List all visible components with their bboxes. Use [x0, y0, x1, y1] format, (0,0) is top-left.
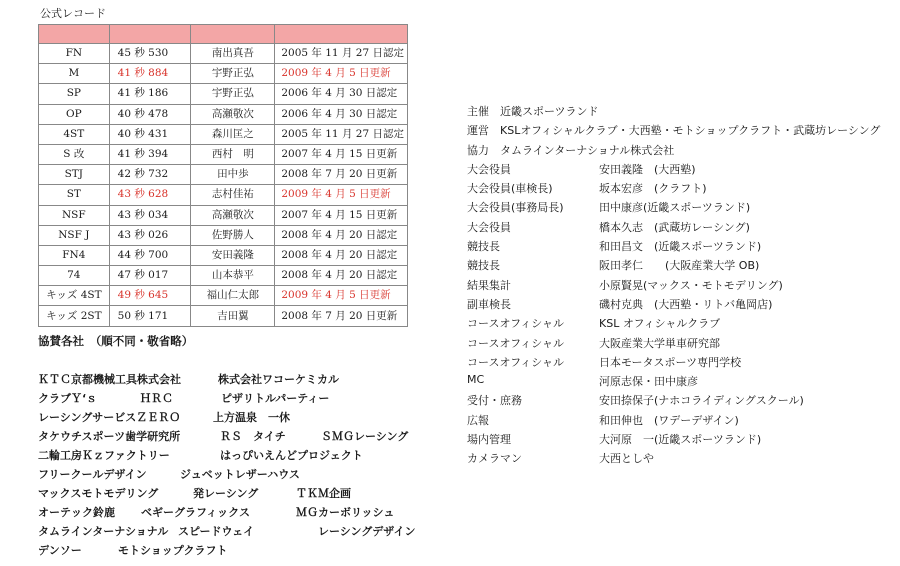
staff-person: 河原志保・田中康彦 — [599, 375, 698, 389]
sponsor-name: ＨＲＣ — [140, 392, 173, 405]
record-time: 41 秒 186 — [109, 84, 191, 104]
record-time: 50 秒 171 — [109, 306, 191, 326]
record-row — [39, 165, 408, 185]
sponsor-name: ＭＧカーボリッシュ — [296, 506, 395, 519]
record-class: ST — [39, 185, 110, 205]
record-row — [39, 245, 408, 265]
staff-person: 田中康彦(近畿スポーツランド) — [599, 201, 751, 215]
record-row — [39, 44, 408, 64]
record-date: 2009 年 4 月 5 日更新 — [275, 64, 408, 84]
sponsor-name: スピードウェイ — [178, 525, 255, 538]
sponsors-heading: 協賛各社 （順不同・敬省略） — [38, 334, 194, 348]
staff-role: コースオフィシャル — [467, 317, 565, 331]
sponsor-name: デンソー — [38, 544, 82, 557]
record-time: 44 秒 700 — [109, 245, 191, 265]
staff-role: 主催 近畿スポーツランド — [467, 105, 599, 118]
staff-role: カメラマン — [467, 452, 522, 466]
record-row — [39, 306, 408, 326]
record-class: SP — [39, 84, 110, 104]
sponsor-name: 株式会社ワコーケミカル — [218, 373, 339, 386]
record-date: 2007 年 4 月 15 日更新 — [275, 205, 408, 225]
records-table — [38, 24, 408, 327]
header-cell — [191, 25, 275, 44]
record-row — [39, 64, 408, 84]
staff-role: 大会役員 — [467, 220, 511, 234]
record-class: FN — [39, 44, 110, 64]
record-class: 4ST — [39, 124, 110, 144]
record-row — [39, 104, 408, 124]
sponsor-name: モトショップクラフト — [118, 544, 228, 557]
record-class: キッズ 4ST — [39, 286, 110, 306]
record-date: 2008 年 4 月 20 日認定 — [275, 245, 408, 265]
sponsor-name: オーテック鈴鹿 — [38, 506, 115, 519]
record-date: 2009 年 4 月 5 日更新 — [275, 185, 408, 205]
staff-person: 大阪産業大学単車研究部 — [599, 336, 720, 350]
header-cell — [39, 25, 110, 44]
sponsor-name: ＲＳ タイチ — [220, 430, 286, 443]
record-holder: 西村 明 — [191, 144, 275, 164]
header-cell — [275, 25, 408, 44]
header-cell — [109, 25, 191, 44]
record-date: 2008 年 7 月 20 日更新 — [275, 165, 408, 185]
table-header-row — [39, 25, 408, 44]
record-holder: 安田義隆 — [191, 245, 275, 265]
record-time: 42 秒 732 — [109, 165, 191, 185]
record-date: 2008 年 7 月 20 日更新 — [275, 306, 408, 326]
record-time: 40 秒 478 — [109, 104, 191, 124]
staff-person: 日本モータスポーツ専門学校 — [599, 355, 742, 369]
records-title: 公式レコード — [40, 7, 106, 20]
staff-role: 結果集計 — [467, 278, 511, 292]
record-row — [39, 144, 408, 164]
record-date: 2006 年 4 月 30 日認定 — [275, 84, 408, 104]
record-holder: 宇野正弘 — [191, 84, 275, 104]
sponsor-name: タムラインターナショナル — [38, 525, 169, 538]
staff-person: 安田義隆 (大西塾) — [599, 162, 696, 176]
staff-role: 大会役員(車検長) — [467, 182, 553, 196]
record-date: 2008 年 4 月 20 日認定 — [275, 225, 408, 245]
staff-role: 協力 タムラインターナショナル株式会社 — [467, 143, 675, 157]
record-date: 2005 年 11 月 27 日認定 — [275, 44, 408, 64]
record-class: NSF J — [39, 225, 110, 245]
staff-person: 和田昌文 (近畿スポーツランド) — [599, 240, 762, 254]
record-row — [39, 225, 408, 245]
staff-person: 小原賢晃(マックス・モトモデリング) — [599, 278, 783, 292]
record-time: 45 秒 530 — [109, 44, 191, 64]
staff-role: 場内管理 — [467, 433, 511, 447]
sponsor-name: ピザリトルパーティー — [221, 392, 330, 405]
staff-person: KSL オフィシャルクラブ — [599, 317, 721, 331]
record-date: 2006 年 4 月 30 日認定 — [275, 104, 408, 124]
record-class: OP — [39, 104, 110, 124]
sponsor-name: クラブＹ‘ｓ — [38, 392, 98, 405]
sponsor-name: ＳＭＧレーシング — [321, 430, 409, 443]
sponsor-name: 二輪工房Ｋｚファクトリー — [38, 449, 170, 462]
staff-role: MC — [467, 373, 485, 387]
staff-person: 阪田孝仁 (大阪産業大学 OB) — [599, 259, 760, 273]
record-time: 49 秒 645 — [109, 286, 191, 306]
record-holder: 南出真吾 — [191, 44, 275, 64]
record-row — [39, 266, 408, 286]
sponsor-name: レーシングサービスＺＥＲＯ — [38, 411, 181, 424]
record-date: 2009 年 4 月 5 日更新 — [275, 286, 408, 306]
staff-role: 競技長 — [467, 259, 500, 273]
staff-person: 安田捺保子(ナホコライディングスクール) — [599, 394, 804, 408]
staff-person: 大西としや — [599, 452, 654, 466]
sponsor-name: フリークールデザイン — [38, 468, 147, 481]
sponsor-name: ＫＴＣ京都機械工具株式会社 — [38, 373, 181, 386]
record-date: 2005 年 11 月 27 日認定 — [275, 124, 408, 144]
record-date: 2007 年 4 月 15 日更新 — [275, 144, 408, 164]
sponsor-name: ベギーグラフィックス — [141, 506, 251, 519]
record-class: STJ — [39, 165, 110, 185]
staff-role: コースオフィシャル — [467, 336, 565, 350]
record-date: 2008 年 4 月 20 日認定 — [275, 266, 408, 286]
staff-person: 大河原 一(近畿スポーツランド) — [599, 433, 762, 447]
record-holder: 山本恭平 — [191, 266, 275, 286]
record-class: S 改 — [39, 144, 110, 164]
record-time: 43 秒 034 — [109, 205, 191, 225]
staff-role: 副車検長 — [467, 297, 511, 311]
record-holder: 福山仁太郎 — [191, 286, 275, 306]
record-holder: 佐野勝人 — [191, 225, 275, 245]
record-class: M — [39, 64, 110, 84]
sponsor-name: はっぴいえんどプロジェクト — [220, 449, 363, 462]
sponsor-name: 上方温泉 一休 — [213, 411, 290, 424]
record-class: キッズ 2ST — [39, 306, 110, 326]
staff-person: 磯村克典 (大西塾・リトバ亀岡店) — [599, 297, 773, 311]
record-holder: 吉田翼 — [191, 306, 275, 326]
sponsor-name: 発レーシング — [193, 487, 259, 500]
record-class: NSF — [39, 205, 110, 225]
record-class: FN4 — [39, 245, 110, 265]
record-row — [39, 286, 408, 306]
sponsor-name: タケウチスポーツ歯学研究所 — [38, 430, 181, 443]
staff-role: 運営 KSLオフィシャルクラブ・大西塾・モトショップクラフト・武蔵坊レーシング — [467, 124, 881, 138]
sponsor-name: ジュベットレザーハウス — [180, 468, 300, 481]
record-row — [39, 185, 408, 205]
staff-role: 大会役員(事務局長) — [467, 201, 564, 215]
record-row — [39, 84, 408, 104]
record-holder: 田中歩 — [191, 165, 275, 185]
staff-role: 受付・庶務 — [467, 394, 522, 408]
record-time: 47 秒 017 — [109, 266, 191, 286]
sponsor-name: レーシングデザイン — [318, 525, 416, 538]
staff-role: 大会役員 — [467, 162, 511, 176]
staff-person: 坂本宏彦 (クラフト) — [599, 182, 707, 196]
record-holder: 宇野正弘 — [191, 64, 275, 84]
record-row — [39, 124, 408, 144]
sponsor-name: ＴＫＭ企画 — [296, 487, 351, 500]
record-time: 41 秒 884 — [109, 64, 191, 84]
sponsor-name: マックスモトモデリング — [38, 487, 159, 500]
record-class: 74 — [39, 266, 110, 286]
record-holder: 高瀬敬次 — [191, 205, 275, 225]
record-time: 43 秒 628 — [109, 185, 191, 205]
staff-role: 競技長 — [467, 240, 500, 254]
record-time: 43 秒 026 — [109, 225, 191, 245]
record-holder: 森川匡之 — [191, 124, 275, 144]
record-time: 40 秒 431 — [109, 124, 191, 144]
record-row — [39, 205, 408, 225]
staff-person: 和田伸也 (ワデーデザイン) — [599, 413, 739, 427]
record-holder: 志村佳祐 — [191, 185, 275, 205]
staff-role: 広報 — [467, 413, 489, 427]
record-holder: 高瀬敬次 — [191, 104, 275, 124]
record-time: 41 秒 394 — [109, 144, 191, 164]
staff-role: コースオフィシャル — [467, 355, 565, 369]
staff-person: 橋本久志 (武蔵坊レーシング) — [599, 220, 750, 234]
